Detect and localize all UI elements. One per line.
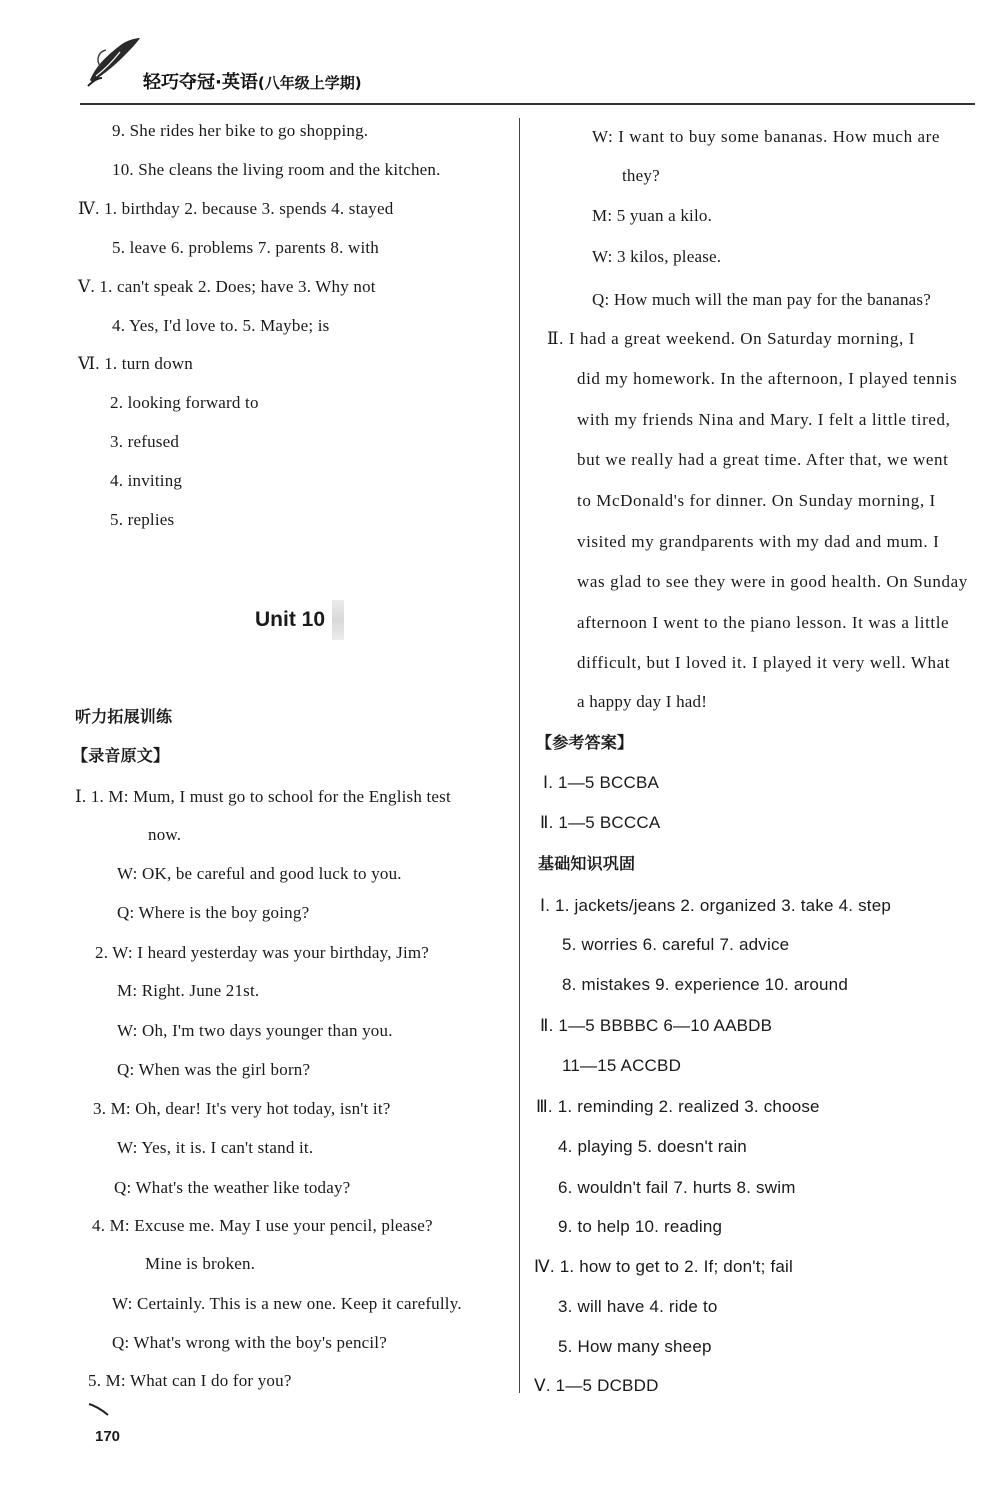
answer-line: 9. to help 10. reading <box>558 1217 723 1236</box>
transcript-line: was glad to see they were in good health. On Sunday <box>577 572 968 591</box>
transcript-line: did my homework. In the afternoon, I played tennis <box>577 369 958 388</box>
answer-line: Ⅲ. 1. reminding 2. realized 3. choose <box>536 1097 820 1116</box>
answer-line: 4. playing 5. doesn't rain <box>558 1137 747 1156</box>
transcript-line: they? <box>622 166 660 185</box>
transcript-line: afternoon I went to the piano lesson. It was a little <box>577 613 950 632</box>
answer-line: 11—15 ACCBD <box>562 1056 682 1075</box>
transcript-line: W: OK, be careful and good luck to you. <box>117 864 402 883</box>
answer-line: 5. leave 6. problems 7. parents 8. with <box>112 238 379 257</box>
answer-line: 9. She rides her bike to go shopping. <box>112 121 369 140</box>
answer-line: 5. replies <box>110 510 175 529</box>
transcript-line: W: Oh, I'm two days younger than you. <box>117 1021 393 1040</box>
answer-line: Ⅳ. 1. how to get to 2. If; don't; fail <box>534 1257 794 1276</box>
unit-title-decoration <box>332 600 344 640</box>
answer-line: Ⅰ. 1. jackets/jeans 2. organized 3. take 4. step <box>540 896 892 915</box>
transcript-line: but we really had a great time. After that, we went <box>577 450 949 469</box>
transcript-line: visited my grandparents with my dad and mum. I <box>577 532 940 551</box>
transcript-line: 5. M: What can I do for you? <box>88 1371 292 1390</box>
answer-line: 3. refused <box>110 432 180 451</box>
transcript-line: 2. W: I heard yesterday was your birthday, Jim? <box>95 943 430 962</box>
answer-line: Ⅴ. 1—5 DCBDD <box>534 1376 659 1395</box>
answer-line: Ⅱ. 1—5 BBBBC 6—10 AABDB <box>540 1016 773 1035</box>
transcript-line: Q: What's the weather like today? <box>114 1178 351 1197</box>
section-heading: 【参考答案】 <box>536 733 634 752</box>
transcript-line: Ⅰ. 1. M: Mum, I must go to school for the English test <box>75 787 451 806</box>
transcript-line: Mine is broken. <box>145 1254 256 1273</box>
quill-pen-icon <box>86 36 142 88</box>
transcript-line: with my friends Nina and Mary. I felt a little tired, <box>577 410 951 429</box>
answer-line: Ⅰ. 1—5 BCCBA <box>543 773 660 792</box>
transcript-line: W: 3 kilos, please. <box>592 247 722 266</box>
transcript-line: 3. M: Oh, dear! It's very hot today, isn't it? <box>93 1099 391 1118</box>
header-rule <box>80 103 975 105</box>
unit-title: Unit 10 <box>255 608 326 631</box>
corner-stroke-icon <box>88 1402 110 1416</box>
book-title-main: 轻巧夺冠·英语 <box>143 72 258 93</box>
transcript-line: M: 5 yuan a kilo. <box>592 206 713 225</box>
answer-line: Ⅳ. 1. birthday 2. because 3. spends 4. stayed <box>78 199 394 218</box>
transcript-line: now. <box>148 825 182 844</box>
transcript-line: W: I want to buy some bananas. How much are <box>592 127 941 146</box>
transcript-line: Q: Where is the boy going? <box>117 903 310 922</box>
transcript-line: a happy day I had! <box>577 692 708 711</box>
answer-line: 10. She cleans the living room and the kitchen. <box>112 160 441 179</box>
transcript-line: difficult, but I loved it. I played it very well. What <box>577 653 951 672</box>
book-title-subtitle: (八年级上学期) <box>257 74 362 92</box>
transcript-line: M: Right. June 21st. <box>117 981 260 1000</box>
answer-line: 2. looking forward to <box>110 393 259 412</box>
answer-line: 6. wouldn't fail 7. hurts 8. swim <box>558 1178 796 1197</box>
transcript-line: to McDonald's for dinner. On Sunday morning, I <box>577 491 936 510</box>
answer-line: 5. How many sheep <box>558 1337 712 1356</box>
answer-line: Ⅵ. 1. turn down <box>78 354 194 373</box>
answer-line: Ⅱ. 1—5 BCCCA <box>540 813 661 832</box>
answer-line: 4. inviting <box>110 471 183 490</box>
page-number: 170 <box>95 1428 121 1445</box>
answer-line: 5. worries 6. careful 7. advice <box>562 935 790 954</box>
section-heading: 基础知识巩固 <box>538 854 636 873</box>
book-title <box>143 68 362 94</box>
answer-line: 3. will have 4. ride to <box>558 1297 718 1316</box>
transcript-line: Q: How much will the man pay for the bananas? <box>592 290 931 309</box>
page-header <box>0 0 1000 110</box>
transcript-line: W: Yes, it is. I can't stand it. <box>117 1138 314 1157</box>
transcript-line: Ⅱ. I had a great weekend. On Saturday morning, I <box>547 329 915 348</box>
answer-line: 4. Yes, I'd love to. 5. Maybe; is <box>112 316 330 335</box>
answer-line: 8. mistakes 9. experience 10. around <box>562 975 848 994</box>
column-divider <box>519 118 520 1393</box>
answer-line: Ⅴ. 1. can't speak 2. Does; have 3. Why not <box>78 277 376 296</box>
transcript-line: 4. M: Excuse me. May I use your pencil, please? <box>92 1216 433 1235</box>
section-heading: 【录音原文】 <box>72 746 170 765</box>
section-heading: 听力拓展训练 <box>75 707 173 726</box>
transcript-line: W: Certainly. This is a new one. Keep it carefully. <box>112 1294 462 1313</box>
transcript-line: Q: When was the girl born? <box>117 1060 311 1079</box>
transcript-line: Q: What's wrong with the boy's pencil? <box>112 1333 387 1352</box>
